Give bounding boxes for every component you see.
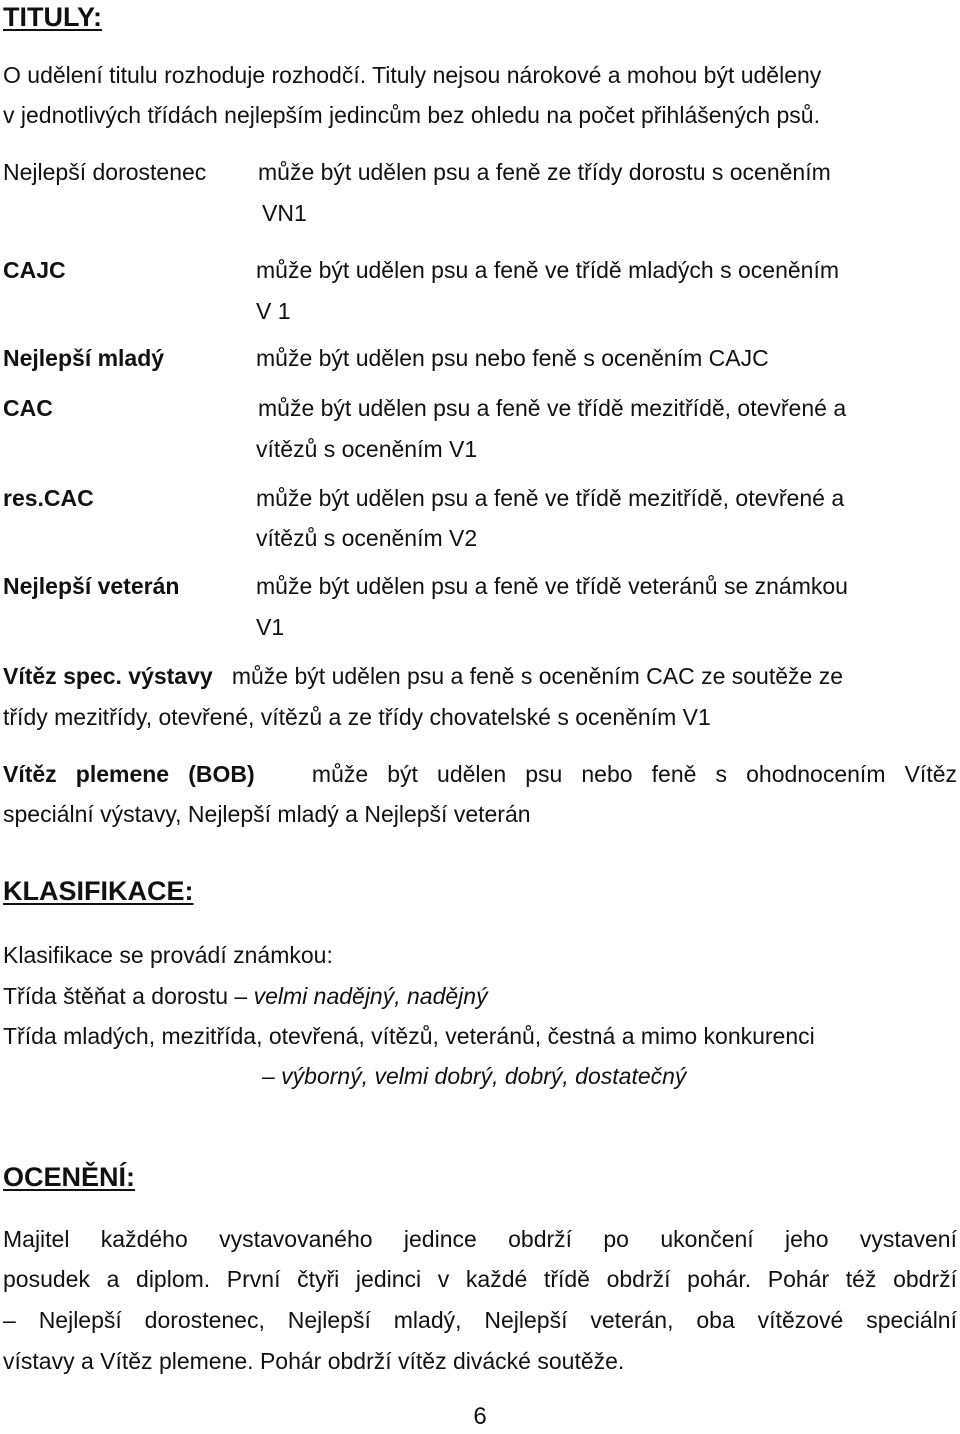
bob-line-2: speciální výstavy, Nejlepší mladý a Nejlepší veterán [3, 801, 531, 827]
title-desc-res-cac: může být udělen psu a feně ve třídě mezitřídě, otevřené a [256, 485, 845, 511]
specialty-winner-label: Vítěz spec. výstavy [3, 663, 213, 689]
titles-intro-line-1: O udělení titulu rozhoduje rozhodčí. Tituly nejsou nárokové a mohou být uděleny [3, 62, 822, 88]
specialty-winner-line-1 [3, 662, 843, 690]
classification-puppy-grades: velmi nadějný, nadějný [253, 983, 488, 1009]
classification-puppy-class: Třída štěňat a dorostu – [3, 983, 254, 1009]
best-junior-puppy-desc: může být udělen psu a feně ze třídy dorostu s oceněním [258, 159, 831, 185]
title-desc-cac: může být udělen psu a feně ve třídě mezitřídě, otevřené a [258, 395, 847, 421]
awards-heading: OCENĚNÍ: [3, 1162, 136, 1192]
awards-line-4: vístavy a Vítěz plemene. Pohár obdrží vítěz divácké soutěže. [3, 1348, 625, 1374]
classification-line-1: Klasifikace se provádí známkou: [3, 942, 333, 968]
title-desc-cajc: může být udělen psu a feně ve třídě mladých s oceněním [256, 257, 839, 283]
page-number: 6 [473, 1403, 487, 1430]
best-junior-puppy-label: Nejlepší dorostenec [3, 159, 207, 185]
titles-heading: TITULY: [3, 2, 102, 32]
title-label-res-cac: res.CAC [3, 485, 94, 511]
classification-heading: KLASIFIKACE: [3, 876, 194, 906]
title-desc-cajc-2: V 1 [256, 298, 291, 324]
title-desc-res-cac-2: vítězů s oceněním V2 [256, 525, 478, 551]
classification-line-2 [3, 982, 488, 1010]
title-label-best-veteran: Nejlepší veterán [3, 573, 180, 599]
bob-desc: může být udělen psu nebo feně s ohodnocením Vítěz [311, 761, 957, 787]
specialty-winner-line-2: třídy mezitřídy, otevřené, vítězů a ze třídy chovatelské s oceněním V1 [3, 704, 711, 730]
classification-adult-grades: – výborný, velmi dobrý, dobrý, dostatečný [262, 1063, 687, 1089]
awards-line-1: Majitel každého vystavovaného jedince obdrží po ukončení jeho vystavení [3, 1226, 957, 1252]
best-junior-puppy-desc-2: VN1 [262, 200, 307, 226]
title-desc-best-junior: může být udělen psu nebo feně s oceněním CAJC [256, 345, 769, 371]
specialty-winner-desc: může být udělen psu a feně s oceněním CAC ze soutěže ze [231, 663, 843, 689]
title-label-best-junior: Nejlepší mladý [3, 345, 165, 371]
title-label-cajc: CAJC [3, 257, 66, 283]
bob-line-1 [3, 760, 957, 788]
awards-line-2: posudek a diplom. První čtyři jedinci v každé třídě obdrží pohár. Pohár též obdrží [3, 1266, 957, 1292]
bob-label: Vítěz plemene (BOB) [3, 761, 255, 787]
titles-intro-line-2: v jednotlivých třídách nejlepším jedincům bez ohledu na počet přihlášených psů. [3, 102, 820, 128]
title-desc-best-veteran-2: V1 [256, 614, 285, 640]
awards-line-3: – Nejlepší dorostenec, Nejlepší mladý, Nejlepší veterán, oba vítězové speciální [3, 1307, 957, 1333]
title-desc-best-veteran: může být udělen psu a feně ve třídě veteránů se známkou [256, 573, 848, 599]
title-label-cac: CAC [3, 395, 53, 421]
title-desc-cac-2: vítězů s oceněním V1 [256, 436, 478, 462]
classification-line-3: Třída mladých, mezitřída, otevřená, vítězů, veteránů, čestná a mimo konkurenci [3, 1023, 815, 1049]
